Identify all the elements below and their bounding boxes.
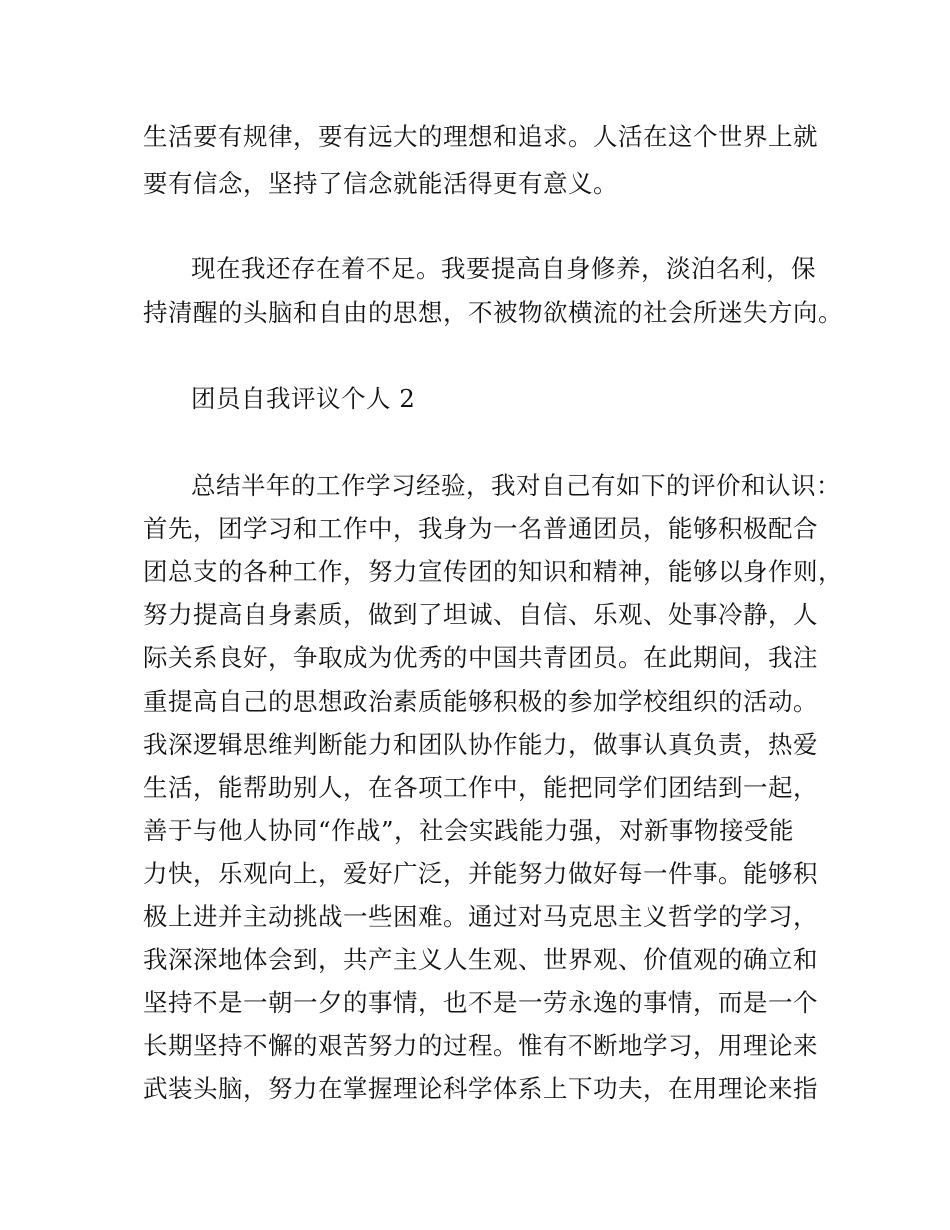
- paragraph-4-line-1: 总结半年的工作学习经验，我对自己有如下的评价和认识：: [191, 471, 841, 500]
- paragraph-4-line-13: 坚持不是一朝一夕的事情，也不是一劳永逸的事情，而是一个: [143, 988, 818, 1017]
- paragraph-1-line-2: 要有信念，坚持了信念就能活得更有意义。: [143, 169, 618, 198]
- paragraph-1-line-1: 生活要有规律，要有远大的理想和追求。人活在这个世界上就: [143, 122, 818, 151]
- paragraph-4-line-2: 首先，团学习和工作中，我身为一名普通团员，能够积极配合: [143, 514, 818, 543]
- paragraph-4-line-12: 我深深地体会到，共产主义人生观、世界观、价值观的确立和: [143, 945, 818, 974]
- paragraph-4-line-15: 武装头脑，努力在掌握理论科学体系上下功夫，在用理论来指: [143, 1074, 818, 1103]
- paragraph-4-line-11: 极上进并主动挑战一些困难。通过对马克思主义哲学的学习，: [143, 902, 818, 931]
- paragraph-4-line-14: 长期坚持不懈的艰苦努力的过程。惟有不断地学习，用理论来: [143, 1031, 818, 1060]
- paragraph-2-line-1: 现在我还存在着不足。我要提高自身修养，淡泊名利，保: [191, 254, 816, 283]
- paragraph-4-line-5: 际关系良好，争取成为优秀的中国共青团员。在此期间，我注: [143, 643, 818, 672]
- paragraph-4-line-6: 重提高自己的思想政治素质能够积极的参加学校组织的活动。: [143, 687, 818, 716]
- paragraph-4-line-9: 善于与他人协同“作战”，社会实践能力强，对新事物接受能: [143, 816, 795, 845]
- section-heading: 团员自我评议个人 2: [191, 384, 416, 413]
- paragraph-4-line-8: 生活，能帮助别人，在各项工作中，能把同学们团结到一起，: [143, 773, 818, 802]
- paragraph-4-line-3: 团总支的各种工作，努力宣传团的知识和精神，能够以身作则，: [143, 557, 843, 586]
- paragraph-2-line-2: 持清醒的头脑和自由的思想，不被物欲横流的社会所迷失方向。: [143, 298, 843, 327]
- paragraph-4-line-4: 努力提高自身素质，做到了坦诚、自信、乐观、处事冷静，人: [143, 600, 818, 629]
- paragraph-4-line-10: 力快，乐观向上，爱好广泛，并能努力做好每一件事。能够积: [143, 859, 818, 888]
- paragraph-4-line-7: 我深逻辑思维判断能力和团队协作能力，做事认真负责，热爱: [143, 730, 818, 759]
